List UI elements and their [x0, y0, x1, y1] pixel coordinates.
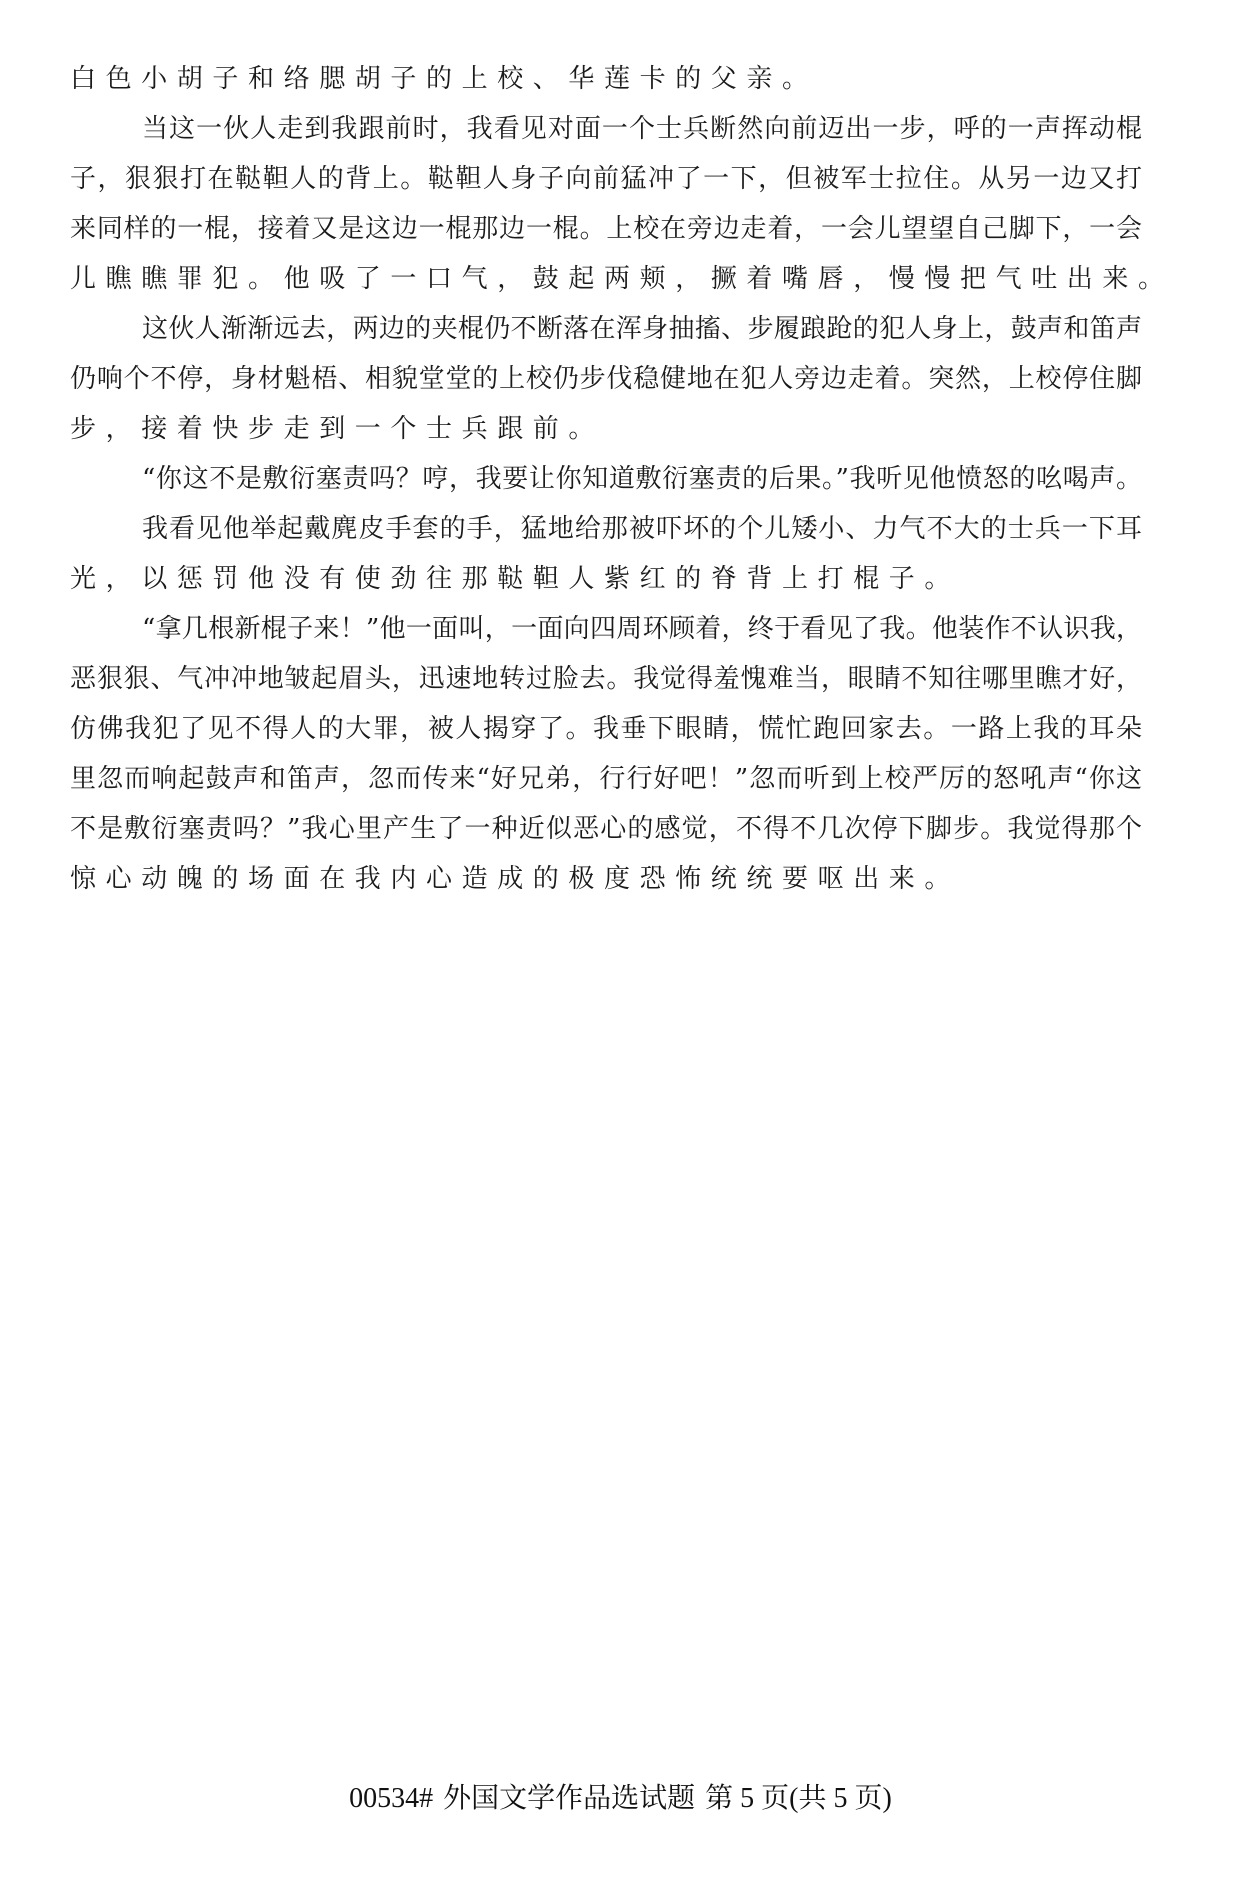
text-line: 仍响个不停，身材魁梧、相貌堂堂的上校仍步伐稳健地在犯人旁边走着。突然，上校停住脚 — [70, 364, 1142, 394]
page-number: 第 5 页(共 5 页) — [705, 1783, 892, 1814]
exam-code: 00534# — [349, 1783, 434, 1814]
text-line: 仿佛我犯了见不得人的大罪，被人揭穿了。我垂下眼睛，慌忙跑回家去。一路上我的耳朵 — [70, 714, 1142, 744]
text-line: 来同样的一棍，接着又是这边一棍那边一棍。上校在旁边走着，一会儿望望自己脚下，一会 — [70, 214, 1142, 244]
text-line: 子，狠狠打在鞑靼人的背上。鞑靼人身子向前猛冲了一下，但被军士拉住。从另一边又打 — [70, 164, 1142, 194]
document-body — [70, 54, 1174, 904]
page-footer — [0, 1776, 1241, 1816]
text-line: 不是敷衍塞责吗？”我心里产生了一种近似恶心的感觉，不得不几次停下脚步。我觉得那个 — [70, 814, 1142, 844]
paragraph — [70, 54, 1142, 104]
text-line: 光，以惩罚他没有使劲往那鞑靼人紫红的脊背上打棍子。 — [70, 564, 961, 594]
paragraph — [70, 504, 1142, 604]
paragraph — [70, 604, 1142, 904]
text-line: 这伙人渐渐远去，两边的夹棍仍不断落在浑身抽搐、步履踉跄的犯人身上，鼓声和笛声 — [142, 314, 1142, 344]
text-line: 里忽而响起鼓声和笛声，忽而传来“好兄弟，行行好吧！”忽而听到上校严厉的怒吼声“你这 — [70, 764, 1142, 794]
text-line: 儿瞧瞧罪犯。他吸了一口气，鼓起两颊，撅着嘴唇，慢慢把气吐出来。 — [70, 264, 1174, 294]
text-line: “你这不是敷衍塞责吗？哼，我要让你知道敷衍塞责的后果。”我听见他愤怒的吆喝声。 — [142, 464, 1142, 494]
text-line: 我看见他举起戴麂皮手套的手，猛地给那被吓坏的个儿矮小、力气不大的士兵一下耳 — [142, 514, 1142, 544]
text-line: 当这一伙人走到我跟前时，我看见对面一个士兵断然向前迈出一步，呼的一声挥动棍 — [142, 114, 1142, 144]
text-line: “拿几根新棍子来！”他一面叫，一面向四周环顾着，终于看见了我。他装作不认识我， — [142, 614, 1142, 644]
text-line: 惊心动魄的场面在我内心造成的极度恐怖统统要呕出来。 — [70, 864, 961, 894]
exam-title: 外国文学作品选试题 — [443, 1783, 696, 1814]
text-line: 恶狠狠、气冲冲地皱起眉头，迅速地转过脸去。我觉得羞愧难当，眼睛不知往哪里瞧才好， — [70, 664, 1142, 694]
paragraph — [70, 304, 1142, 454]
paragraph — [70, 454, 1142, 504]
text-line: 白色小胡子和络腮胡子的上校、华莲卡的父亲。 — [70, 64, 818, 94]
text-line: 步，接着快步走到一个士兵跟前。 — [70, 414, 605, 444]
paragraph — [70, 104, 1174, 304]
